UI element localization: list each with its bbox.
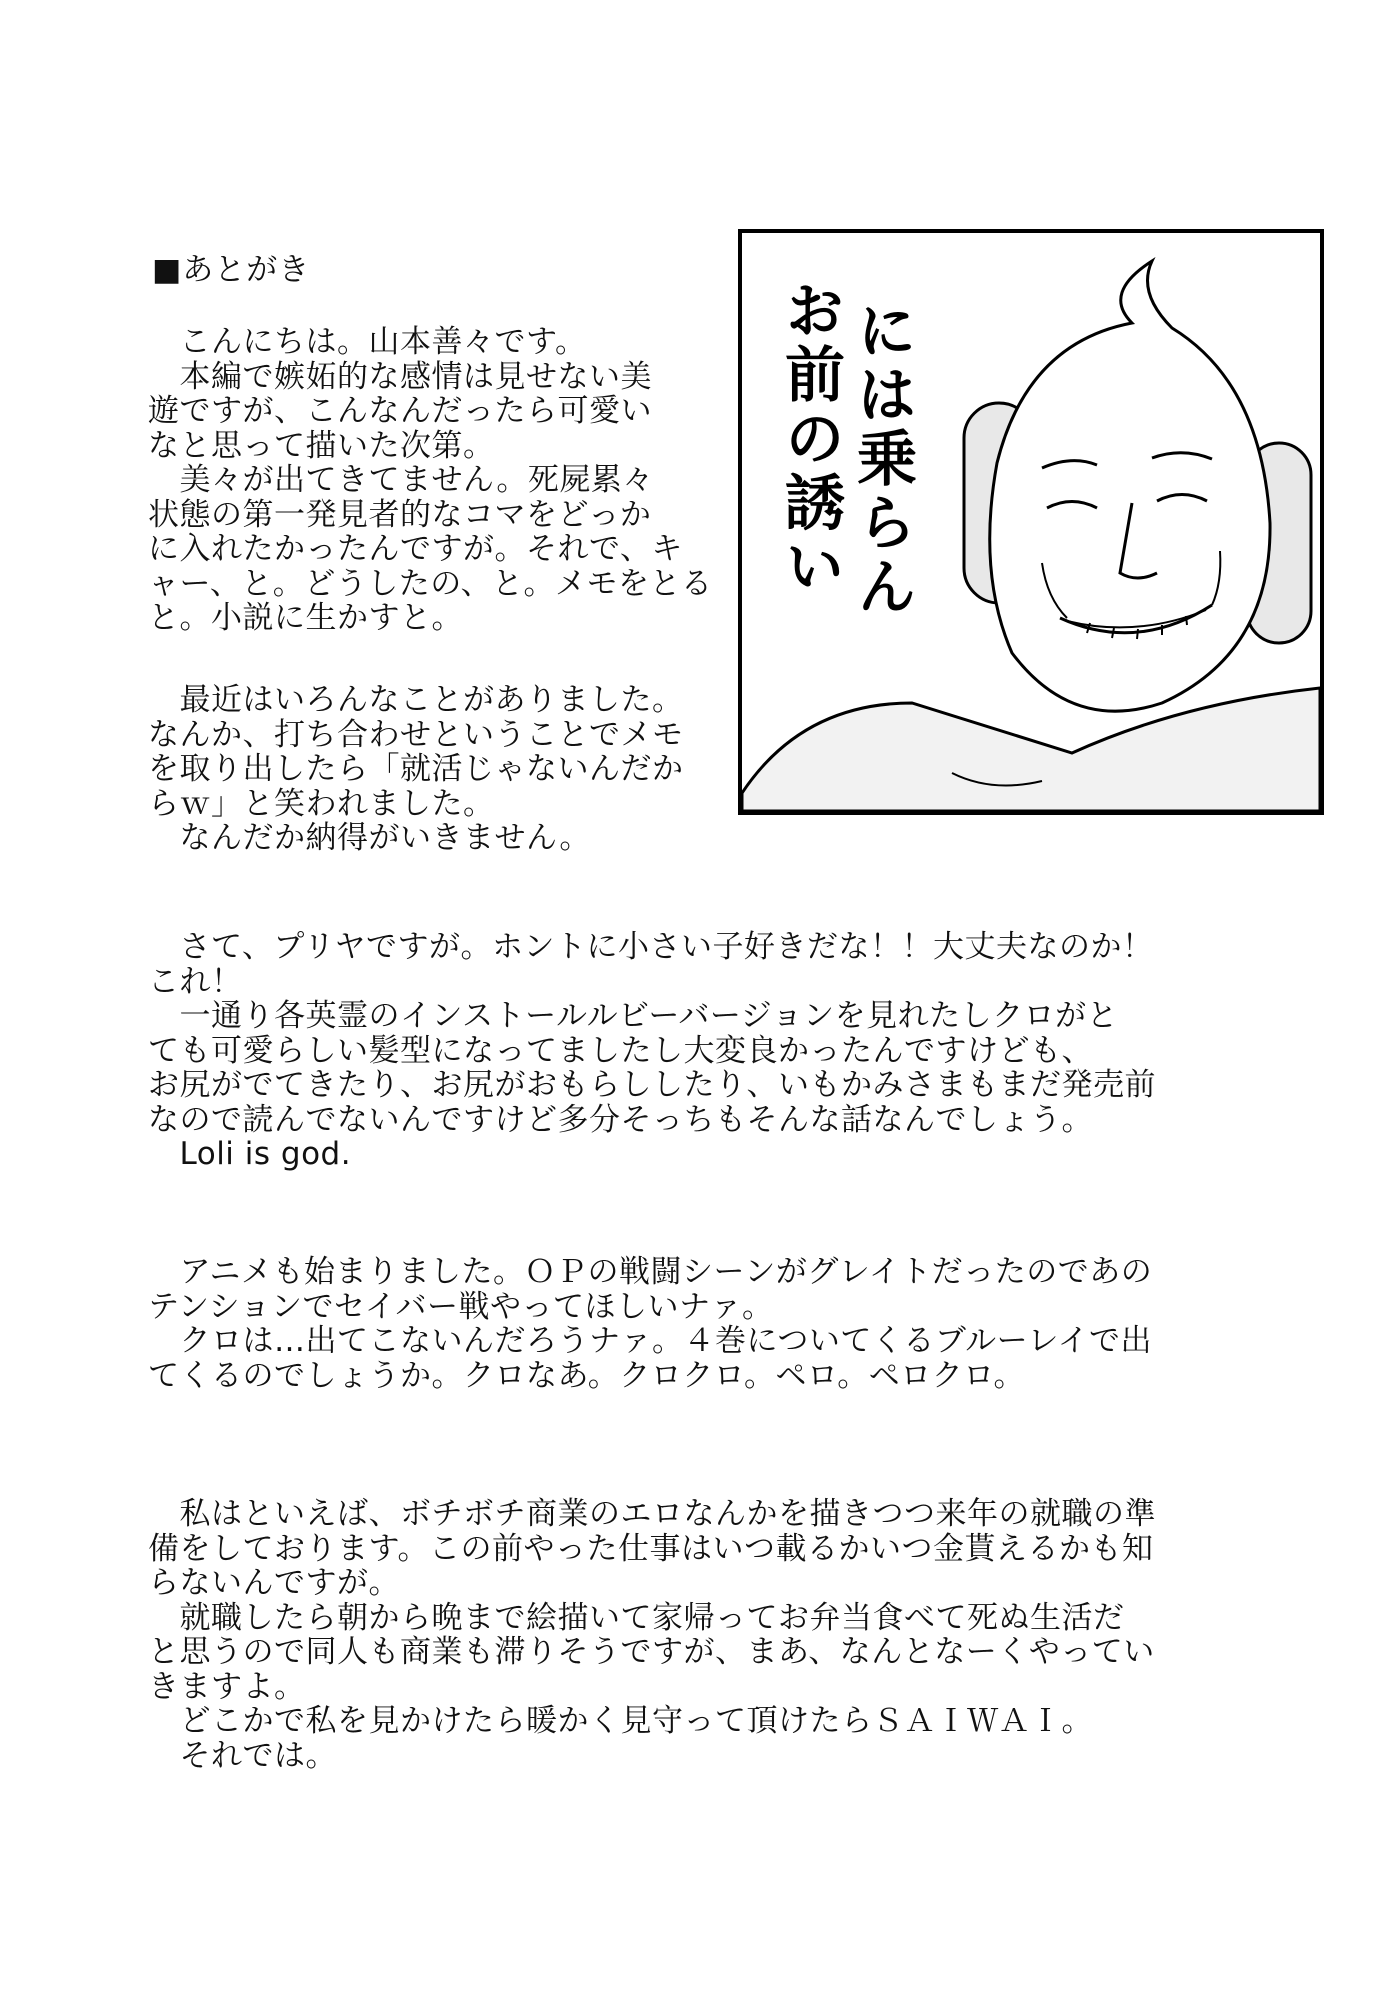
afterword-paragraph-3: さて、プリヤですが。ホントに小さい子好きだな！！大丈夫なのか！ これ！ 一通り各英霊のインストールルビーバージョンを見れたしクロがと ても可愛らしい髪型になってましたし大変良かったんですけども、 お尻がでてきたり、お尻がおもらししたり、いもかみさまもまだ発売前 なので読んでないんですけど多分そっちもそんな話なんでしょう。 Loli is god. (148, 929, 1156, 1172)
afterword-paragraph-2: 最近はいろんなことがありました。 なんか、打ち合わせということでメモ を取り出したら「就活じゃないんだか らｗ」と笑われました。 なんだか納得がいきません。 (148, 682, 684, 856)
illustration-caption-column-1: お前の誘い (775, 279, 845, 599)
afterword-paragraph-1: こんにちは。山本善々です。 本編で嫉妬的な感情は見せない美 遊ですが、こんなんだったら可愛い なと思って描いた次第。 美々が出てきてません。死屍累々 状態の第一発見者的なコマをどっか に入れたかったんですが。それで、キ ャー、と。どうしたの、と。メモをとる と。小説に生かすと。 (148, 324, 713, 636)
illustration-caption-column-2: には乗らん (847, 299, 917, 619)
illustration-panel (738, 229, 1324, 815)
afterword-paragraph-4: アニメも始まりました。ＯＰの戦闘シーンがグレイトだったのであの テンションでセイバー戦やってほしいナァ。 クロは…出てこないんだろうナァ。４巻についてくるブルーレイで出 てくるのでしょうか。クロなあ。クロクロ。ペロ。ペロクロ。 (148, 1254, 1153, 1394)
afterword-paragraph-5: 私はといえば、ボチボチ商業のエロなんかを描きつつ来年の就職の準 備をしております。この前やった仕事はいつ載るかいつ金貰えるかも知 らないんですが。 就職したら朝から晩まで絵描いて家帰ってお弁当食べて死ぬ生活だ と思うので同人も商業も滞りそうですが、まあ、なんとなーくやってい きますよ。 どこかで私を見かけたら暖かく見守って頂けたらＳＡＩＷＡＩ。 それでは。 (148, 1496, 1156, 1774)
afterword-heading: ■あとがき (152, 252, 311, 288)
